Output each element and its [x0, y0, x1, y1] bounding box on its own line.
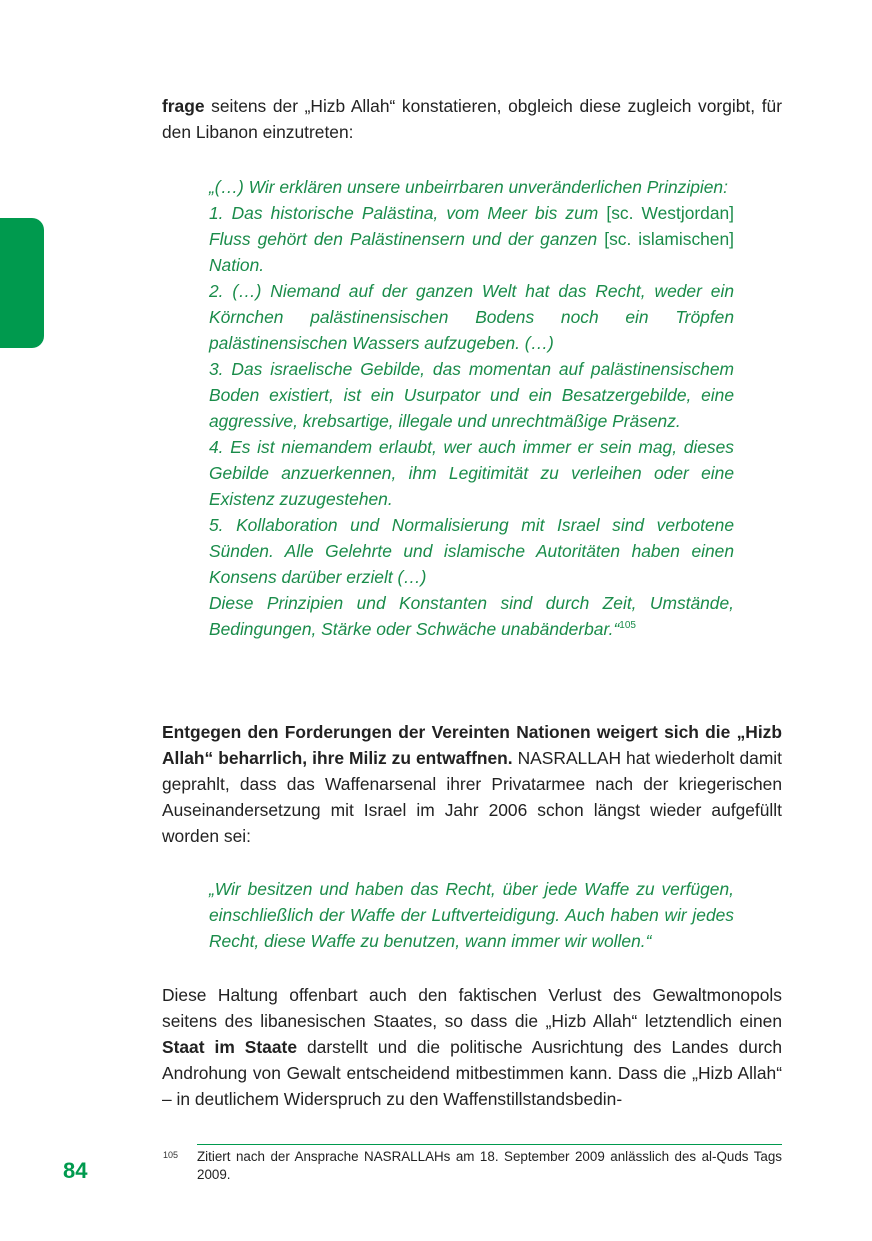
footnote-number: 105	[163, 1150, 179, 1160]
quote-line: 4. Es ist niemandem erlaubt, wer auch immer er sein mag, dieses Gebilde anzuerkennen, ihm Legitimität zu verleihen oder eine Existenz zuzugestehen.	[209, 437, 734, 509]
paragraph-text: seitens der „Hizb Allah“ konstatieren, obgleich diese zugleich vorgibt, für den Libanon einzutreten:	[162, 96, 782, 142]
footnote-reference[interactable]: 105	[619, 620, 636, 631]
block-quote-weapons: „Wir besitzen und haben das Recht, über jede Waffe zu verfügen, einschließlich der Waffe der Luftverteidigung. Auch haben wir jedes Recht, diese Waffe zu benutzen, wann immer wir wollen.“	[209, 879, 734, 951]
quote-line: 5. Kollaboration und Normalisierung mit Israel sind verbotene Sünden. Alle Gelehrte und islamische Autoritäten haben einen Konsens darüber erzielt (…)	[209, 515, 734, 587]
footnote-divider	[197, 1144, 782, 1145]
quote-line: „(…) Wir erklären unsere unbeirrbaren unveränderlichen Prinzipien:	[209, 177, 728, 197]
paragraph-state: Diese Haltung offenbart auch den faktischen Verlust des Gewaltmonopols seitens des libanesischen Staates, so dass die „Hizb Allah“ letztendlich einen Staat im Staate darstellt und die politische Ausrichtung des Landes durch Androhung von Gewalt entscheidend mitbestimmen kann. Dass die „Hizb Allah“ – in deutlichem Widerspruch zu den Waffenstillstandsbedin-	[162, 985, 782, 1109]
page-number: 84	[63, 1158, 88, 1183]
paragraph-text: NASRALLAH hat wiederholt damit geprahlt, dass das Waffenarsenal ihrer Privatarmee nach der kriegerischen Auseinandersetzung mit Israel im Jahr 2006 schon längst wieder aufgefüllt worden sei:	[162, 748, 782, 846]
chapter-tab	[0, 218, 44, 348]
bold-term: Staat im Staate	[162, 1037, 297, 1057]
footnote-text: Zitiert nach der Ansprache NASRALLAHs am 18. September 2009 anlässlich des al-Quds Tags 2009.	[197, 1149, 782, 1182]
editor-insertion: [sc. Westjordan]	[606, 203, 735, 223]
bold-statement: Entgegen den Forderungen der Vereinten Nationen weigert sich die „Hizb Allah“ beharrlich, ihre Miliz zu entwaffnen.	[162, 722, 782, 768]
quote-line: Diese Prinzipien und Konstanten sind durch Zeit, Umstände, Bedingungen, Stärke oder Schwäche unabänderbar.“$^{105}$	[209, 593, 734, 639]
quote-line: 1. Das historische Palästina, vom Meer bis zum [sc. Westjordan] Fluss gehört den Palästinensern und der ganzen [sc. islamischen] Nation.	[209, 203, 735, 275]
paragraph-intro	[162, 93, 782, 145]
paragraph-militia	[162, 719, 782, 849]
quote-line: 3. Das israelische Gebilde, das momentan auf palästinensischem Boden existiert, ist ein Usurpator und ein Besatzergebilde, eine aggressive, krebsartige, illegale und unrechtmäßige Präsenz.	[209, 359, 734, 431]
quote-line: 2. (…) Niemand auf der ganzen Welt hat das Recht, weder ein Körnchen palästinensischen Bodens noch ein Tröpfen palästinensischen Wassers aufzugeben. (…)	[209, 281, 734, 353]
bold-term: frage	[162, 96, 205, 116]
block-quote-principles	[209, 174, 734, 642]
editor-insertion: [sc. islamischen]	[604, 229, 734, 249]
